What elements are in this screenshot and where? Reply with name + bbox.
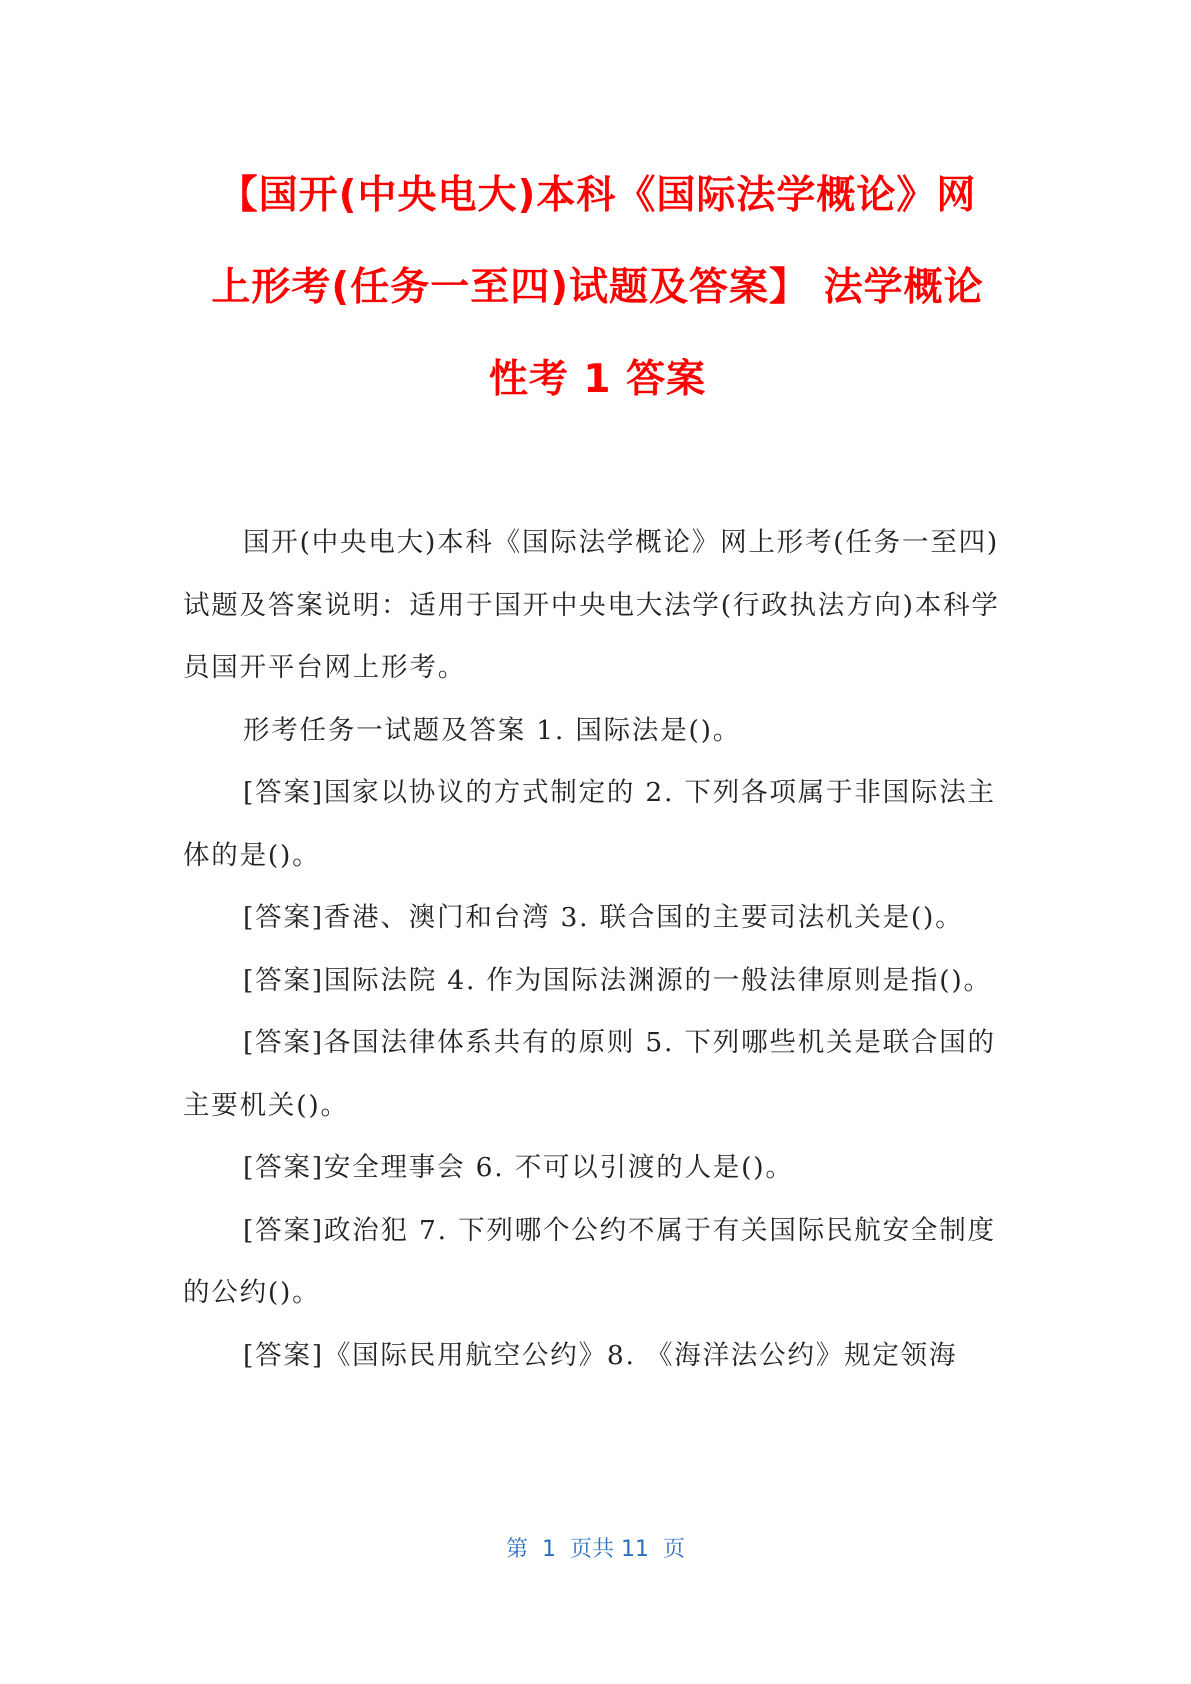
document-title bbox=[175, 150, 1020, 426]
paragraph-intro: 国开(中央电大)本科《国际法学概论》网上形考(任务一至四)试题及答案说明：适用于国开中央电大法学(行政执法方向)本科学员国开平台网上形考。 bbox=[183, 527, 1000, 683]
document-body bbox=[183, 512, 1015, 1387]
paragraph-answer-6: [答案]政治犯 7. 下列哪个公约不属于有关国际民航安全制度的公约()。 bbox=[183, 1214, 996, 1308]
page-number-footer: 第 1 页共 11 页 bbox=[506, 1537, 685, 1562]
paragraph-answer-2: [答案]香港、澳门和台湾 3. 联合国的主要司法机关是()。 bbox=[243, 902, 964, 933]
title-line-2: 上形考(任务一至四)试题及答案】 法学概论 bbox=[211, 265, 984, 310]
paragraph-answer-5: [答案]安全理事会 6. 不可以引渡的人是()。 bbox=[243, 1152, 794, 1183]
paragraph-answer-3: [答案]国际法院 4. 作为国际法渊源的一般法律原则是指()。 bbox=[243, 964, 992, 996]
paragraph-answer-4: [答案]各国法律体系共有的原则 5. 下列哪些机关是联合国的主要机关()。 bbox=[183, 1027, 996, 1121]
paragraph-answer-7: [答案]《国际民用航空公约》8. 《海洋法公约》规定领海 bbox=[243, 1339, 958, 1371]
title-line-3: 性考 1 答案 bbox=[488, 357, 707, 402]
paragraph-answer-1: [答案]国家以协议的方式制定的 2. 下列各项属于非国际法主体的是()。 bbox=[183, 777, 996, 871]
paragraph-question-1: 形考任务一试题及答案 1. 国际法是()。 bbox=[243, 714, 742, 746]
title-line-1: 【国开(中央电大)本科《国际法学概论》网 bbox=[218, 173, 977, 218]
